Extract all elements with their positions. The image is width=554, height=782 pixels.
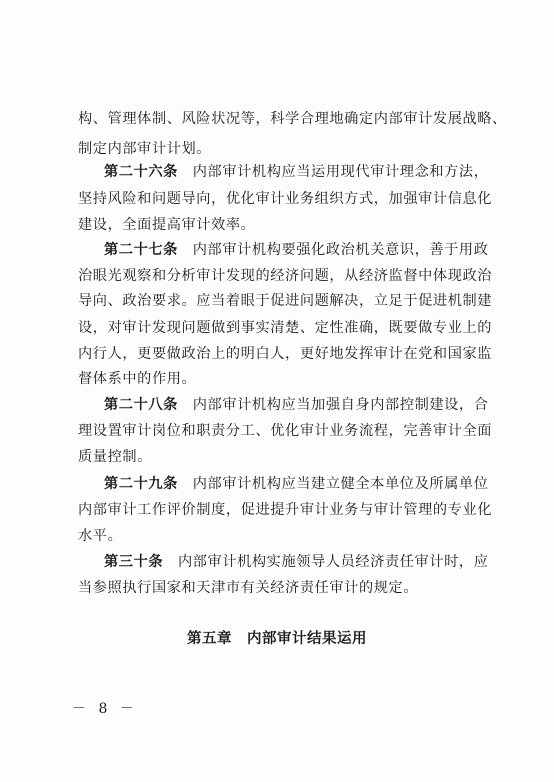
body-line: 导向、政治要求。应当着眼于促进问题解决，立足于促进机制建 bbox=[78, 293, 493, 309]
body-line: 建设，全面提高审计效率。 bbox=[78, 217, 256, 233]
body-line: 质量控制。 bbox=[78, 449, 152, 465]
article-28-first-line bbox=[104, 395, 489, 415]
body-line: 制定内部审计计划。 bbox=[78, 141, 212, 157]
article-26-first-line bbox=[104, 162, 489, 182]
body-line: 坚持风险和问题导向，优化审计业务组织方式，加强审计信息化 bbox=[78, 191, 493, 207]
body-line: 当参照执行国家和天津市有关经济责任审计的规定。 bbox=[78, 580, 419, 596]
article-28-number: 第二十八条 bbox=[104, 397, 178, 413]
article-26-number: 第二十六条 bbox=[104, 164, 178, 180]
body-line: 治眼光观察和分析审计发现的经济问题，从经济监督中体现政治 bbox=[78, 268, 493, 284]
body-line: 内行人，更要做政治上的明白人，更好地发挥审计在党和国家监 bbox=[78, 346, 493, 362]
article-27-number: 第二十七条 bbox=[104, 242, 178, 258]
body-line: 内部审计工作评价制度，促进提升审计业务与审计管理的专业化 bbox=[78, 502, 493, 518]
article-30-number: 第三十条 bbox=[104, 554, 164, 570]
body-line: 督体系中的作用。 bbox=[78, 371, 197, 387]
article-29-first-line bbox=[104, 474, 489, 494]
article-27-first-line bbox=[104, 240, 489, 260]
article-28-text: 内部审计机构应当加强自身内部控制建设，合 bbox=[192, 397, 489, 413]
page-number: － 8 － bbox=[72, 701, 138, 717]
article-30-first-line bbox=[104, 552, 489, 572]
article-30-text: 内部审计机构实施领导人员经济责任审计时，应 bbox=[177, 554, 489, 570]
article-29-number: 第二十九条 bbox=[104, 476, 178, 492]
article-29-text: 内部审计机构应当建立健全本单位及所属单位 bbox=[192, 476, 489, 492]
body-line: 设，对审计发现问题做到事实清楚、定性准确，既要做专业上的 bbox=[78, 320, 493, 336]
article-26-text: 内部审计机构应当运用现代审计理念和方法， bbox=[192, 164, 489, 180]
body-line: 水平。 bbox=[78, 528, 123, 544]
body-line: 理设置审计岗位和职责分工、优化审计业务流程，完善审计全面 bbox=[78, 423, 493, 439]
body-line: 构、管理体制、风险状况等，科学合理地确定内部审计发展战略、 bbox=[78, 111, 507, 127]
article-27-text: 内部审计机构要强化政治机关意识，善于用政 bbox=[192, 242, 489, 258]
chapter-heading: 第五章 内部审计结果运用 bbox=[187, 631, 367, 647]
